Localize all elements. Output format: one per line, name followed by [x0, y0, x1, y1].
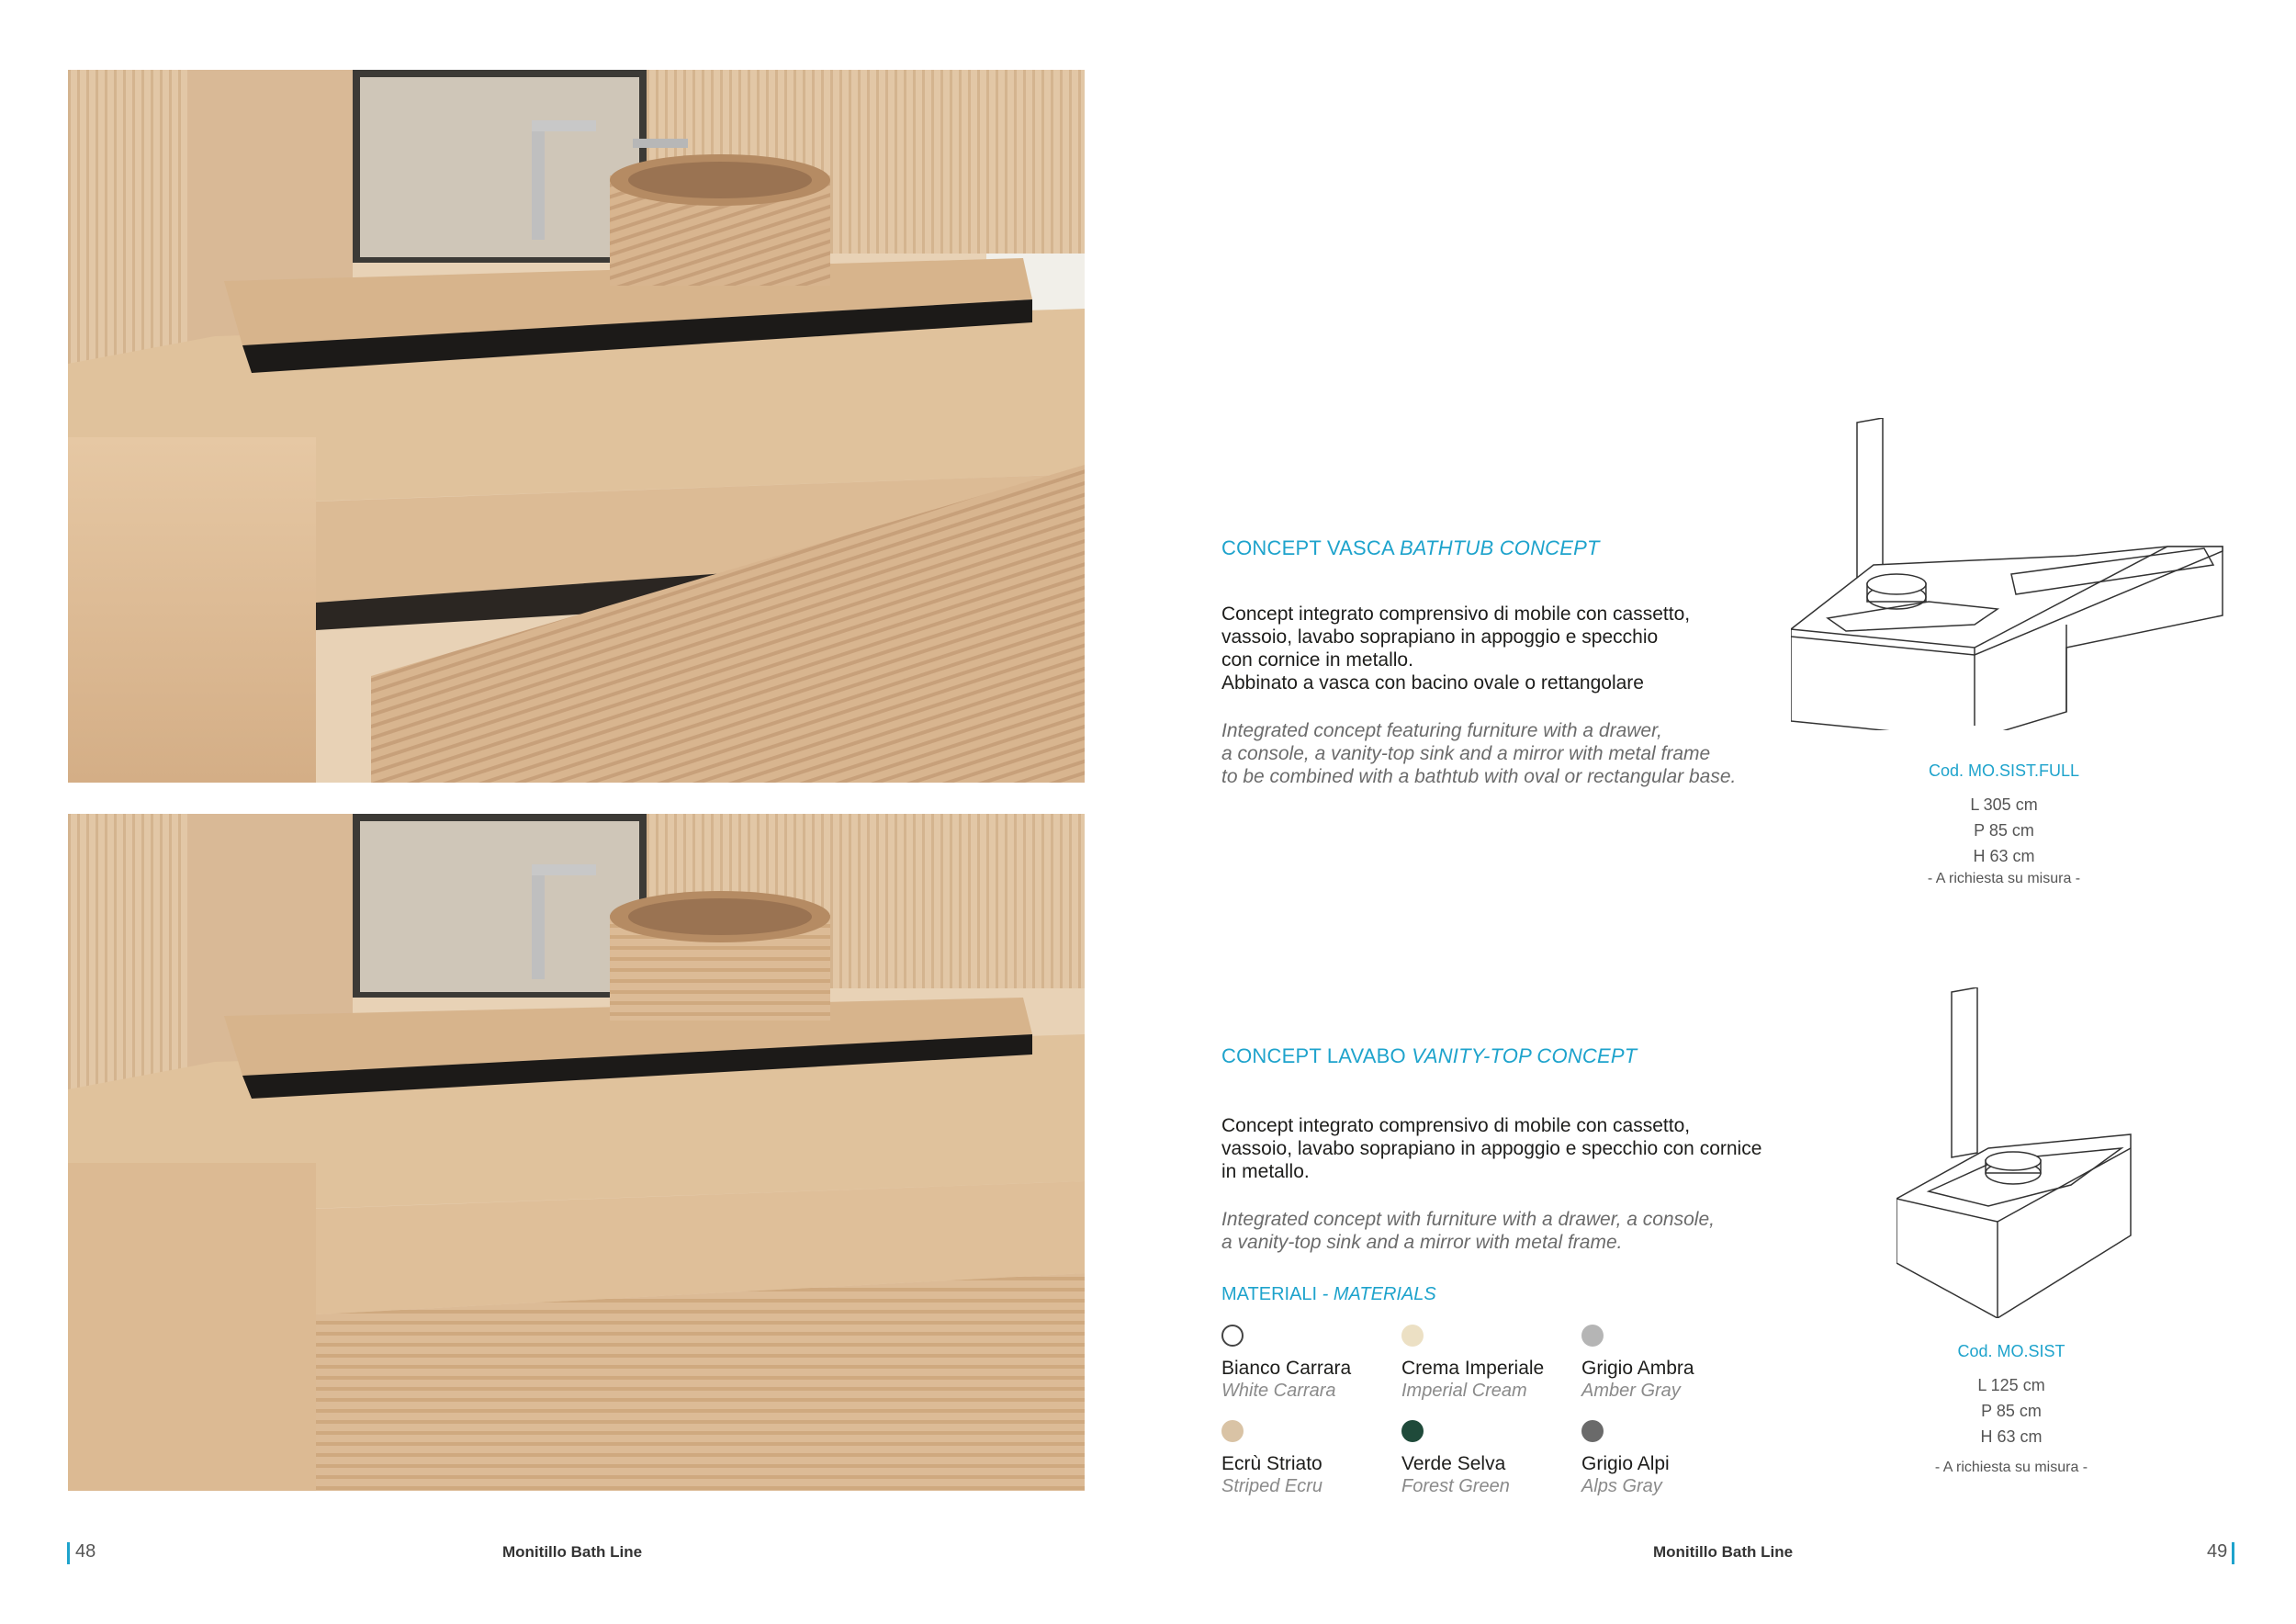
vanity-photo-illustration	[68, 814, 1085, 1491]
description-english: Integrated concept featuring furniture with a drawer, a console, a vanity-top sink and a mirror with metal frame to be combined with a bathtub with oval or rectangular base.	[1221, 720, 1737, 787]
material-name-italian: Grigio Alpi	[1581, 1453, 1670, 1474]
material-swatch-item	[1401, 1325, 1585, 1402]
dimensions	[1885, 792, 2123, 869]
dimension-depth: P 85 cm	[1974, 821, 2034, 840]
description-english: Integrated concept with furniture with a drawer, a console, a vanity-top sink and a mirror with metal frame.	[1221, 1209, 1715, 1253]
product-photo-bathtub-concept	[68, 70, 1085, 783]
footer-brand-right: Monitillo Bath Line	[1653, 1543, 1794, 1561]
section-title-bathtub	[1221, 536, 1600, 560]
swatch-forest-green	[1401, 1420, 1424, 1442]
material-swatch-item	[1221, 1420, 1405, 1497]
materials-title-english: - MATERIALS	[1322, 1284, 1436, 1304]
material-name-italian: Ecrù Striato	[1221, 1453, 1322, 1474]
material-name-english: Alps Gray	[1581, 1476, 1662, 1496]
vanity-photo-illustration	[68, 70, 1085, 783]
dimension-length: L 125 cm	[1977, 1376, 2045, 1394]
materials-title-italian: MATERIALI	[1221, 1284, 1318, 1304]
title-italian: CONCEPT LAVABO	[1221, 1044, 1406, 1067]
dimensions	[1892, 1372, 2131, 1449]
material-name-italian: Bianco Carrara	[1221, 1358, 1352, 1379]
material-swatch-item	[1221, 1325, 1405, 1402]
page-number-right: 49	[2207, 1541, 2228, 1562]
material-name-english: Amber Gray	[1581, 1381, 1681, 1401]
title-english: BATHTUB CONCEPT	[1399, 536, 1600, 559]
material-swatch-item	[1581, 1420, 1765, 1497]
swatch-imperial-cream	[1401, 1325, 1424, 1347]
material-name-english: Forest Green	[1401, 1476, 1510, 1496]
section-title-vanity	[1221, 1044, 1637, 1068]
description-italian: Concept integrato comprensivo di mobile con cassetto, vassoio, lavabo soprapiano in appoggio e specchio con cornice in metallo.	[1221, 1115, 1762, 1182]
dimension-depth: P 85 cm	[1981, 1402, 2042, 1420]
product-code: Cod. MO.SIST.FULL	[1928, 761, 2080, 780]
material-name-english: Imperial Cream	[1401, 1381, 1527, 1401]
dimension-length: L 305 cm	[1970, 795, 2038, 814]
custom-size-note: - A richiesta su misura -	[1934, 1460, 2088, 1475]
material-name-italian: Crema Imperiale	[1401, 1358, 1545, 1379]
description-italian: Concept integrato comprensivo di mobile con cassetto, vassoio, lavabo soprapiano in appoggio e specchio con cornice in metallo. Abbinato a vasca con bacino ovale o rettangolare	[1221, 603, 1691, 694]
material-swatch-item	[1401, 1420, 1585, 1497]
swatch-amber-gray	[1581, 1325, 1604, 1347]
title-italian: CONCEPT VASCA	[1221, 536, 1394, 559]
material-name-english: Striped Ecru	[1221, 1476, 1323, 1496]
title-english: VANITY-TOP CONCEPT	[1412, 1044, 1638, 1067]
custom-size-note: - A richiesta su misura -	[1927, 871, 2081, 886]
material-swatch-item	[1581, 1325, 1765, 1402]
swatch-striped-ecru	[1221, 1420, 1244, 1442]
material-name-italian: Grigio Ambra	[1581, 1358, 1694, 1379]
swatch-white-carrara	[1221, 1325, 1244, 1347]
product-photo-vanity-concept	[68, 814, 1085, 1491]
dimension-height: H 63 cm	[1973, 847, 2035, 865]
materials-title	[1221, 1284, 1436, 1305]
page-number-left: 48	[75, 1541, 96, 1562]
footer-accent-bar-right	[2232, 1542, 2234, 1564]
technical-drawing-full-icon	[1791, 418, 2232, 730]
technical-drawing-sink-icon	[1896, 987, 2144, 1318]
product-code: Cod. MO.SIST	[1957, 1342, 2065, 1360]
material-name-english: White Carrara	[1221, 1381, 1336, 1401]
dimension-height: H 63 cm	[1980, 1427, 2043, 1446]
swatch-alps-gray	[1581, 1420, 1604, 1442]
footer-accent-bar-left	[67, 1542, 70, 1564]
footer-brand-left: Monitillo Bath Line	[502, 1543, 643, 1561]
material-name-italian: Verde Selva	[1401, 1453, 1506, 1474]
